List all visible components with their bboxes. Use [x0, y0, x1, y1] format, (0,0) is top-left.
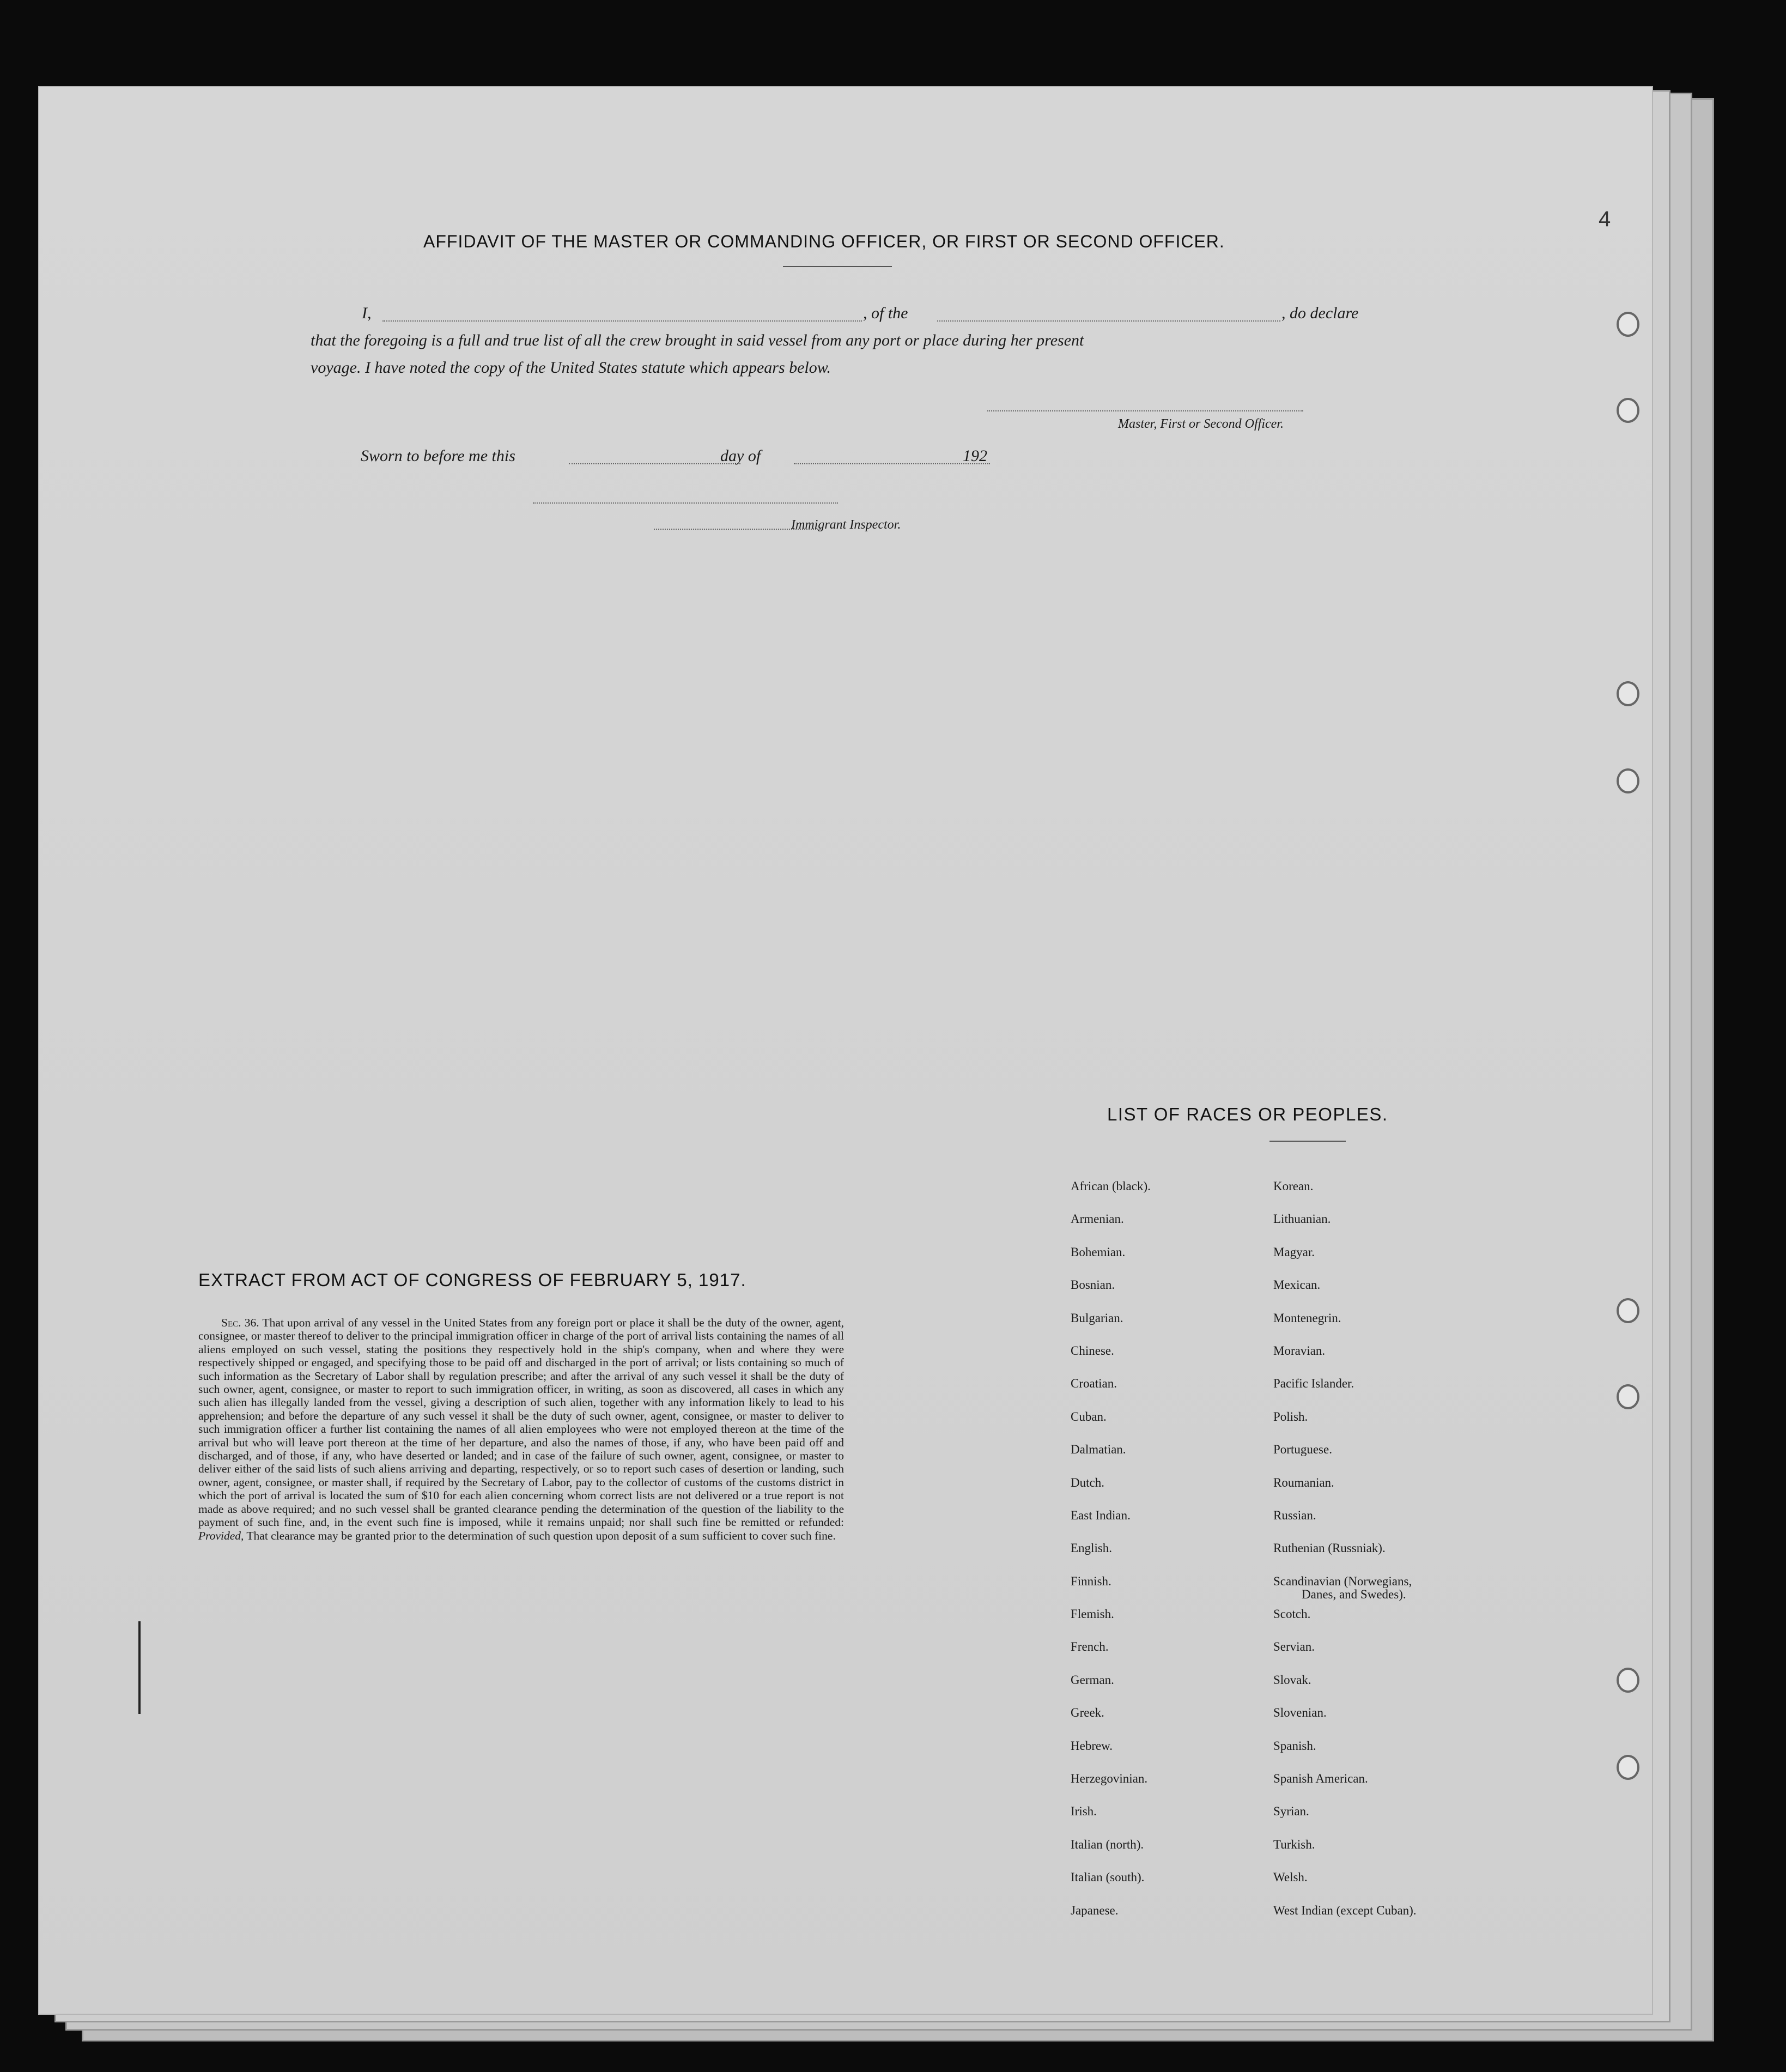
race-item: Korean.: [1273, 1179, 1314, 1193]
races-divider: [1269, 1141, 1346, 1142]
race-item: Scotch.: [1273, 1607, 1311, 1621]
race-item: Italian (south).: [1071, 1870, 1145, 1885]
race-item: African (black).: [1071, 1179, 1151, 1193]
races-left-column: [1071, 1180, 1151, 1937]
race-item: Servian.: [1273, 1640, 1315, 1654]
binder-hole: [1617, 398, 1639, 423]
margin-mark: [138, 1621, 141, 1714]
race-item: Moravian.: [1273, 1343, 1326, 1358]
document-page: [38, 86, 1653, 2015]
extract-text-part1: That upon arrival of any vessel in the United States from any foreign port or place it shall be the duty of the owner, agent, consignee, or master thereof to deliver to the principal immigration officer in charge of the port of arrival lists containing the names of all aliens employed on such vessel, stating the positions they respectively hold in the ship's company, when and where they were respectively shipped or engaged, and specifying those to be paid off and discharged in the port of arrival; or lists containing so much of such information as the Secretary of Labor shall by regulation prescribe; and after the arrival of any such vessel it shall be the duty of such owner, agent, consignee, or master to report to such immigration officer, in writing, as soon as discovered, all cases in which any such alien has illegally landed from the vessel, giving a description of such alien, together with any information likely to lead to his apprehension; and before the departure of any such vessel it shall be the duty of such owner, agent, consignee, or master to deliver to such immigration officer a further list containing the names of all alien employees who were not employed thereon at the time of the arrival but who will leave port thereon at the time of her departure, and also the names of those, if any, who have been paid off and discharged, and of those, if any, who have deserted or landed; and in case of the failure of such owner, agent, consignee, or master to deliver either of the said lists of such aliens arriving and departing, respectively, or so to report such cases of desertion or landing, such owner, agent, consignee, or master shall, if required by the Secretary of Labor, pay to the collector of customs of the customs district in which the port of arrival is located the sum of $10 for each alien concerning whom correct lists are not delivered or a true report is not made as above required; and no such vessel shall be granted clearance pending the determination of the question of the liability to the payment of such fine, and, in the event such fine is imposed, while it remains unpaid; nor shall such fine be remitted or refunded:: [198, 1316, 844, 1529]
section-label: Sec. 36.: [221, 1316, 259, 1329]
affidavit-line-1: [362, 304, 372, 323]
race-item: Cuban.: [1071, 1409, 1107, 1423]
races-title: LIST OF RACES OR PEOPLES.: [1107, 1104, 1388, 1124]
master-signature-caption: Master, First or Second Officer.: [1118, 417, 1284, 431]
race-item: Syrian.: [1273, 1804, 1309, 1819]
binder-hole: [1617, 312, 1639, 337]
race-item: Dalmatian.: [1071, 1443, 1126, 1457]
day-of-label: day of: [720, 447, 761, 465]
race-item: Russian.: [1273, 1508, 1316, 1522]
extract-title: EXTRACT FROM ACT OF CONGRESS OF FEBRUARY 5, 1917.: [198, 1270, 746, 1290]
race-item: Montenegrin.: [1273, 1311, 1341, 1325]
race-item: East Indian.: [1071, 1508, 1131, 1522]
of-the-label: , of the: [863, 304, 908, 322]
race-item: French.: [1071, 1640, 1109, 1654]
binder-hole: [1617, 1298, 1639, 1323]
race-item: West Indian (except Cuban).: [1273, 1903, 1417, 1917]
race-item: Dutch.: [1071, 1475, 1104, 1489]
race-item: Welsh.: [1273, 1870, 1308, 1885]
race-item: Croatian.: [1071, 1377, 1117, 1391]
vessel-blank: [937, 320, 1280, 322]
binder-hole: [1617, 1384, 1639, 1409]
race-item: Turkish.: [1273, 1837, 1315, 1851]
year-label: 192: [963, 447, 987, 465]
race-item: Bohemian.: [1071, 1245, 1126, 1259]
i-label: I,: [362, 304, 372, 322]
inspector-caption: Immigrant Inspector.: [791, 518, 901, 532]
name-blank: [382, 320, 862, 322]
race-item: Mexican.: [1273, 1278, 1321, 1292]
extract-text-part2: That clearance may be granted prior to the determination of such question upon deposit of a sum sufficient to cover such fine.: [246, 1529, 836, 1542]
race-item: Lithuanian.: [1273, 1212, 1331, 1226]
race-item: Finnish.: [1071, 1574, 1111, 1588]
race-item: Spanish.: [1273, 1738, 1316, 1753]
race-item: Irish.: [1071, 1804, 1097, 1819]
race-item: Magyar.: [1273, 1245, 1315, 1259]
race-item: Italian (north).: [1071, 1837, 1144, 1851]
race-item: Japanese.: [1071, 1903, 1119, 1917]
inspector-line-1: [533, 502, 838, 504]
race-item: Pacific Islander.: [1273, 1377, 1354, 1391]
master-signature-line: [987, 410, 1303, 411]
race-item: Portuguese.: [1273, 1443, 1332, 1457]
affidavit-title: AFFIDAVIT OF THE MASTER OR COMMANDING OFFICER, OR FIRST OR SECOND OFFICER.: [423, 232, 1225, 251]
day-blank: [569, 463, 740, 464]
binder-hole: [1617, 681, 1639, 706]
race-item: Spanish American.: [1273, 1772, 1368, 1786]
affidavit-line-2: that the foregoing is a full and true list of all the crew brought in said vessel from any port or place during her present: [311, 331, 1084, 349]
race-item: Herzegovinian.: [1071, 1772, 1148, 1786]
race-item: Polish.: [1273, 1409, 1308, 1423]
race-item: Slovenian.: [1273, 1706, 1327, 1720]
race-item: Greek.: [1071, 1706, 1104, 1720]
race-item: German.: [1071, 1673, 1114, 1687]
do-declare-label: , do declare: [1281, 304, 1359, 322]
race-item: Bosnian.: [1071, 1278, 1115, 1292]
race-item: Bulgarian.: [1071, 1311, 1123, 1325]
binder-hole: [1617, 768, 1639, 793]
race-item: Flemish.: [1071, 1607, 1114, 1621]
binder-hole: [1617, 1668, 1639, 1693]
races-right-column: [1273, 1180, 1417, 1937]
sworn-label: Sworn to before me this: [361, 447, 515, 465]
race-item: English.: [1071, 1541, 1113, 1555]
race-item-continuation: Danes, and Swedes).: [1302, 1587, 1406, 1601]
race-item-scandinavian: [1273, 1575, 1417, 1608]
provided-label: Provided,: [198, 1529, 244, 1542]
race-item: Ruthenian (Russniak).: [1273, 1541, 1386, 1555]
race-item: Chinese.: [1071, 1343, 1114, 1358]
page-number: 4: [1599, 207, 1611, 231]
race-item: Roumanian.: [1273, 1475, 1334, 1489]
extract-body: [198, 1316, 844, 1542]
race-item: Hebrew.: [1071, 1738, 1113, 1753]
race-item-text: Scandinavian (Norwegians,: [1273, 1574, 1412, 1588]
race-item: Armenian.: [1071, 1212, 1124, 1226]
month-blank: [794, 463, 990, 464]
title-divider: [783, 266, 892, 267]
affidavit-line-3: voyage. I have noted the copy of the United States statute which appears below.: [311, 359, 831, 377]
binder-hole: [1617, 1755, 1639, 1780]
race-item: Slovak.: [1273, 1673, 1311, 1687]
